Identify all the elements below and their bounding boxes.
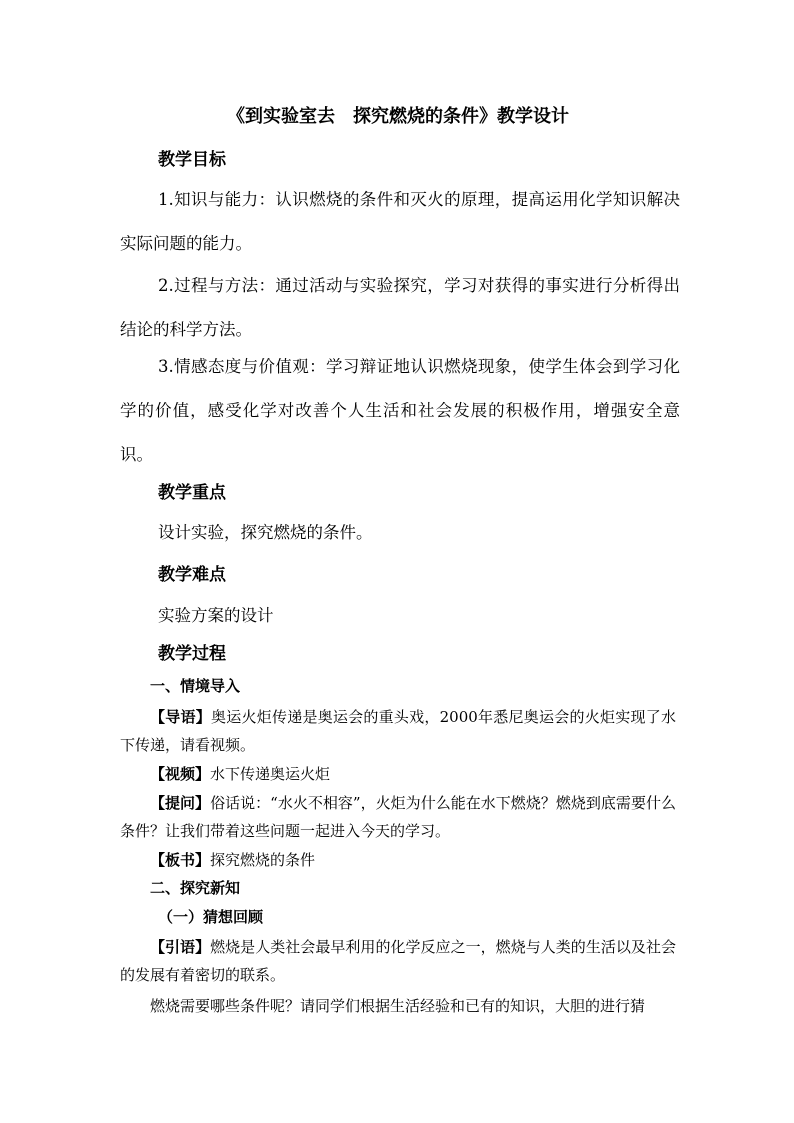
intro-paragraph: [120, 933, 676, 989]
guide-text: 奥运火炬传递是奥运会的重头戏，2000年悉尼奥运会的火炬实现了水下传递，请看视频。: [120, 708, 676, 754]
board-text: 探究燃烧的条件: [210, 851, 316, 869]
intro-text: 燃烧是人类社会最早利用的化学反应之一，燃烧与人类的生活以及社会的发展有着密切的联系。: [120, 938, 676, 984]
key-point-text: 设计实验，探究燃烧的条件。: [158, 523, 373, 542]
teaching-process-heading: 教学过程: [158, 644, 226, 664]
board-paragraph: [120, 846, 676, 874]
video-paragraph: [120, 760, 676, 788]
question-text: 俗话说：“水火不相容”，火炬为什么能在水下燃烧？燃烧到底需要什么条件？让我们带着这些问题一起进入今天的学习。: [120, 794, 676, 840]
difficult-point-heading: 教学难点: [158, 565, 226, 585]
guess-paragraph: 燃烧需要哪些条件呢？请同学们根据生活经验和已有的知识，大胆的进行猜: [150, 997, 646, 1015]
question-tag: 【提问】: [150, 794, 211, 812]
question-paragraph: [120, 789, 676, 845]
section-2-heading: 二、探究新知: [150, 879, 241, 897]
video-text: 水下传递奥运火炬: [210, 765, 331, 783]
document-title: 《到实验室去 探究燃烧的条件》教学设计: [227, 106, 569, 127]
board-tag: 【板书】: [150, 851, 211, 869]
guide-tag: 【导语】: [150, 708, 211, 726]
subsection-1-heading: （一）猜想回顾: [158, 908, 264, 926]
video-tag: 【视频】: [150, 765, 211, 783]
goal-item-1: 1.知识与能力：认识燃烧的条件和灭火的原理，提高运用化学知识解决实际问题的能力。: [120, 190, 680, 253]
intro-tag: 【引语】: [150, 938, 211, 956]
guide-paragraph: [120, 703, 676, 759]
goal-item-3: 3.情感态度与价值观：学习辩证地认识燃烧现象，使学生体会到学习化学的价值，感受化学对改善个人生活和社会发展的积极作用，增强安全意识。: [120, 357, 680, 464]
teaching-goals-heading: 教学目标: [158, 150, 226, 170]
difficult-point-text: 实验方案的设计: [158, 606, 274, 625]
goal-item-2: 2.过程与方法：通过活动与实验探究，学习对获得的事实进行分析得出结论的科学方法。: [120, 276, 680, 339]
key-point-heading: 教学重点: [158, 483, 226, 503]
section-1-heading: 一、情境导入: [150, 677, 241, 695]
